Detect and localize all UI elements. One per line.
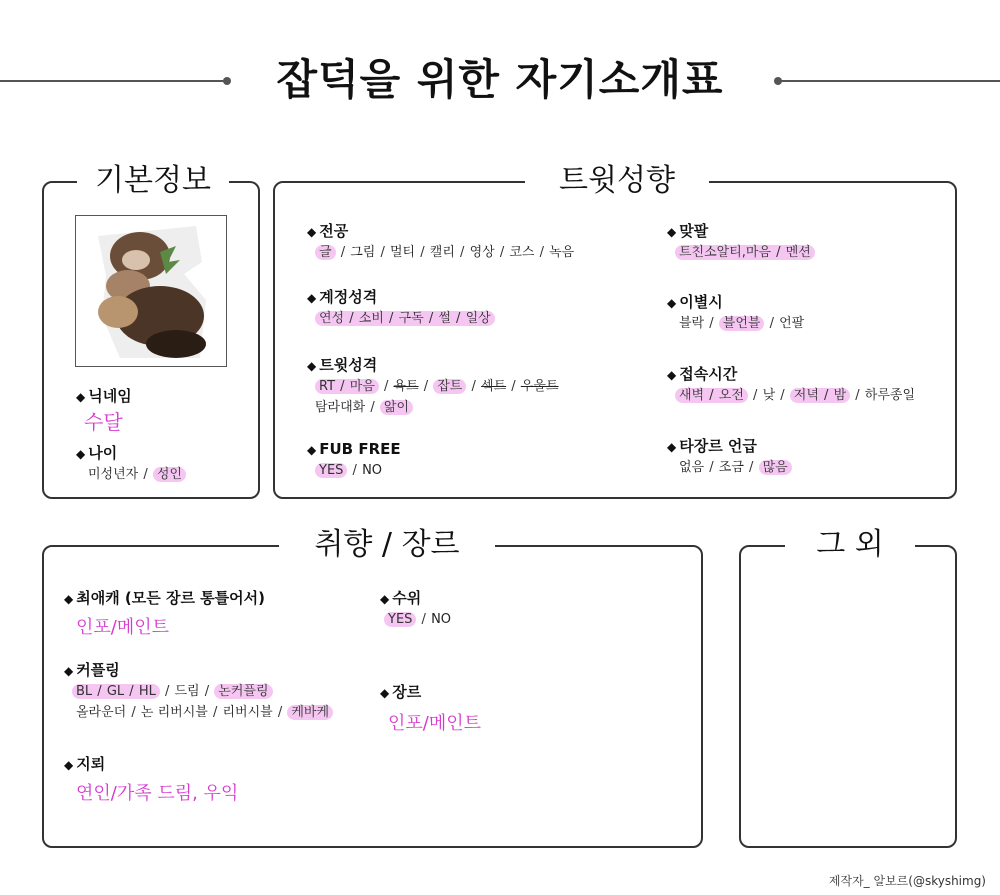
major-section: ◆ 전공 글 / 그림 / 멀티 / 캘리 / 영상 / 코스 / 녹음 <box>307 221 574 263</box>
favorite-value: 인포/메인트 <box>76 617 170 638</box>
unfollow-section: ◆ 이별시 블락 / 블언블 / 언팔 <box>667 292 804 334</box>
diamond-icon: ◆ <box>307 225 317 239</box>
diamond-icon: ◆ <box>307 359 317 373</box>
diamond-icon: ◆ <box>667 296 677 310</box>
creator-credit: 제작자_ 알보르(@skyshimg) <box>828 874 986 888</box>
major-options: 글 / 그림 / 멀티 / 캘리 / 영상 / 코스 / 녹음 <box>315 242 574 263</box>
otter-image <box>76 216 227 367</box>
etc-heading: 그 외 <box>785 523 915 567</box>
diamond-icon: ◆ <box>64 592 74 606</box>
other-genre-section: ◆ 타장르 언급 없음 / 조금 / 많음 <box>667 436 792 478</box>
account-options: 연성 / 소비 / 구독 / 썰 / 일상 <box>315 308 495 329</box>
basic-info-heading: 기본정보 <box>77 159 229 203</box>
diamond-icon: ◆ <box>667 440 677 454</box>
genre-section: ◆ 장르 인포/메인트 <box>380 682 481 739</box>
age-options: 미성년자 / 성인 <box>88 464 186 485</box>
diamond-icon: ◆ <box>64 758 74 772</box>
diamond-icon: ◆ <box>64 664 74 678</box>
tweet-options-line1: RT / 마음 / 욕트 / 잡트 / 섹트 / 우울트 <box>315 376 559 397</box>
fub-section: ◆ FUB FREE YES / NO <box>307 439 401 481</box>
coupling-line1: BL / GL / HL / 드림 / 논커플링 <box>72 681 333 702</box>
favorite-section: ◆ 최애캐 (모든 장르 통틀어서) 인포/메인트 <box>64 588 265 643</box>
rating-options: YES / NO <box>384 609 451 630</box>
tweet-heading: 트윗성향 <box>525 159 709 203</box>
rating-section: ◆ 수위 YES / NO <box>380 588 451 630</box>
age-label: 나이 <box>88 444 118 462</box>
age-section <box>76 443 186 485</box>
tweet-type-section: ◆ 트윗성격 RT / 마음 / 욕트 / 잡트 / 섹트 / 우울트 탐라대화 / 앎이 <box>307 355 559 418</box>
etc-panel <box>739 527 957 848</box>
diamond-icon: ◆ <box>76 447 86 461</box>
diamond-icon: ◆ <box>380 592 390 606</box>
coupling-line2: 올라운더 / 논 리버시블 / 리버시블 / 케바케 <box>76 702 333 723</box>
follow-options: 트친소알티,마음 / 멘션 <box>675 242 815 263</box>
unfollow-options: 블락 / 블언블 / 언팔 <box>679 316 805 331</box>
diamond-icon: ◆ <box>307 443 317 457</box>
diamond-icon: ◆ <box>76 390 86 404</box>
account-section: ◆ 계정성격 연성 / 소비 / 구독 / 썰 / 일상 <box>307 287 495 329</box>
preference-heading: 취향 / 장르 <box>279 523 495 567</box>
diamond-icon: ◆ <box>667 368 677 382</box>
landmine-section: ◆ 지뢰 연인/가족 드림, 우익 <box>64 754 238 809</box>
landmine-value: 연인/가족 드림, 우익 <box>76 783 239 804</box>
time-options: 새벽 / 오전 / 낮 / 저녁 / 밤 / 하루종일 <box>675 385 915 406</box>
page-title: 잡덕을 위한 자기소개표 <box>276 55 724 104</box>
nickname-value: 수달 <box>84 410 123 434</box>
age-selected: 성인 <box>153 467 186 482</box>
follow-section: ◆ 맞팔 트친소알티,마음 / 멘션 <box>667 221 815 263</box>
profile-photo <box>75 215 227 367</box>
time-section: ◆ 접속시간 새벽 / 오전 / 낮 / 저녁 / 밤 / 하루종일 <box>667 364 915 406</box>
other-genre-options: 없음 / 조금 / 많음 <box>679 457 792 478</box>
tweet-options-line2: 탐라대화 / 앎이 <box>315 397 559 418</box>
diamond-icon: ◆ <box>667 225 677 239</box>
fub-options: YES / NO <box>315 460 401 481</box>
diamond-icon: ◆ <box>380 686 390 700</box>
diamond-icon: ◆ <box>307 291 317 305</box>
nickname-label: 닉네임 <box>88 387 132 405</box>
nickname-section <box>76 386 132 437</box>
genre-value: 인포/메인트 <box>388 713 482 734</box>
coupling-section: ◆ 커플링 BL / GL / HL / 드림 / 논커플링 올라운더 / 논 리버시블 / 리버시블 / 케바케 <box>64 660 333 723</box>
